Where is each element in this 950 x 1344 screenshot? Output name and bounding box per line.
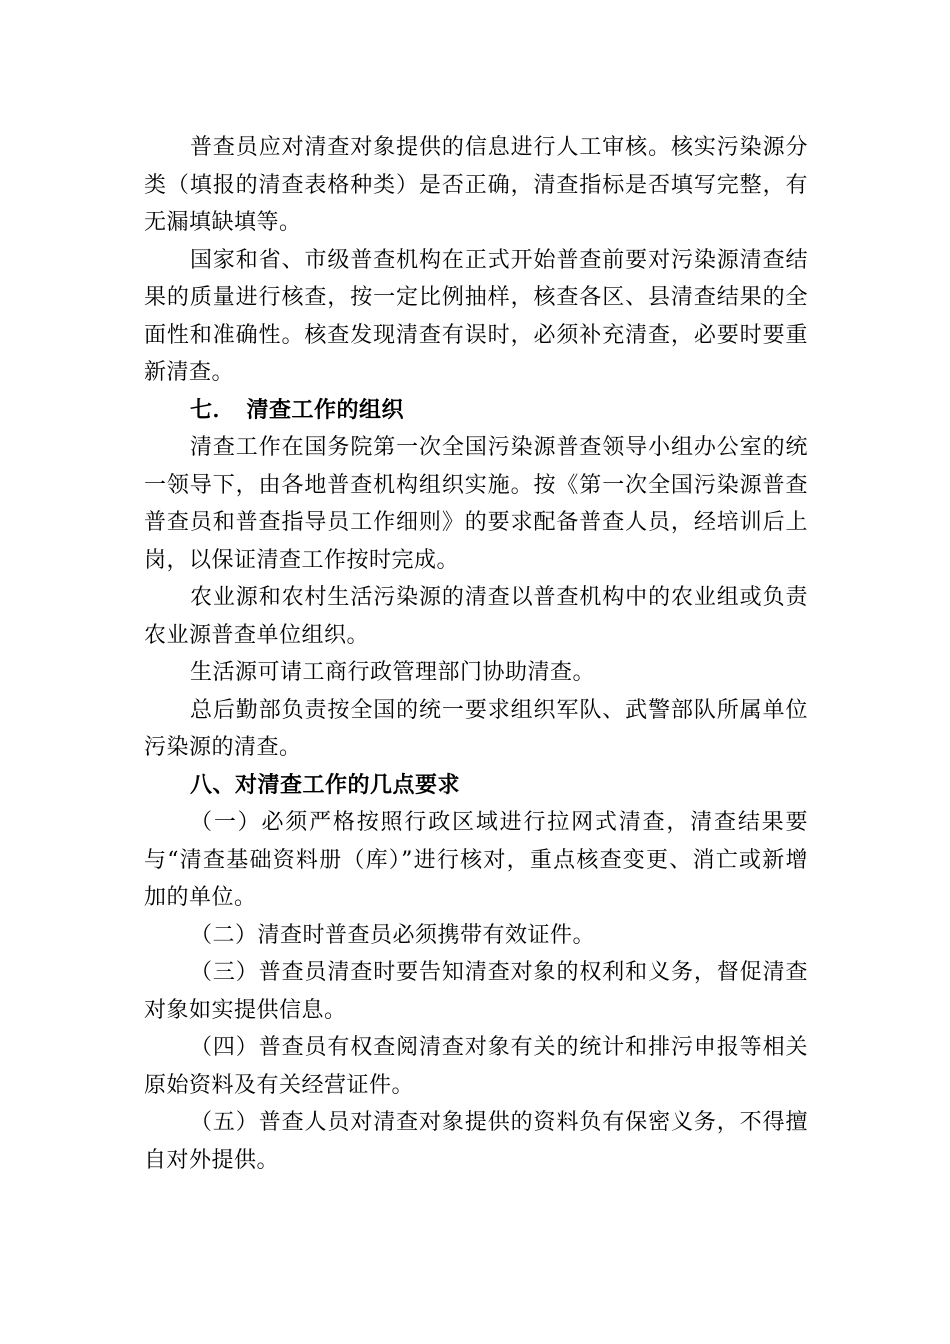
section-heading-organization: 七． 清查工作的组织 (190, 396, 405, 423)
paragraph-military-source: 总后勤部负责按全国的统一要求组织军队、武警部队所属单位污染源的清查。 (144, 697, 808, 760)
requirement-item-4: （四）普查员有权查阅清查对象有关的统计和排污申报等相关原始资料及有关经营证件。 (144, 1035, 808, 1098)
paragraph-manual-review: 普查员应对清查对象提供的信息进行人工审核。核实污染源分类（填报的清查表格种类）是否正确，清查指标是否填写完整，有无漏填缺填等。 (144, 135, 808, 235)
paragraph-organization: 清查工作在国务院第一次全国污染源普查领导小组办公室的统一领导下，由各地普查机构组织实施。按《第一次全国污染源普查普查员和普查指导员工作细则》的要求配备普查人员，经培训后上岗，以保证清查工作按时完成。 (144, 435, 808, 573)
paragraph-quality-check: 国家和省、市级普查机构在正式开始普查前要对污染源清查结果的质量进行核查，按一定比例抽样，核查各区、县清查结果的全面性和准确性。核查发现清查有误时，必须补充清查，必要时要重新清查。 (144, 247, 808, 385)
document-page (144, 129, 808, 1179)
requirement-item-3: （三）普查员清查时要告知清查对象的权利和义务，督促清查对象如实提供信息。 (144, 960, 808, 1023)
requirement-item-1: （一）必须严格按照行政区域进行拉网式清查，清查结果要与“清查基础资料册（库）”进行核对，重点核查变更、消亡或新增加的单位。 (144, 810, 808, 910)
requirement-item-2: （二）清查时普查员必须携带有效证件。 (190, 922, 596, 948)
paragraph-living-source: 生活源可请工商行政管理部门协助清查。 (190, 660, 596, 685)
section-heading-requirements: 八、对清查工作的几点要求 (190, 771, 461, 798)
requirement-item-5: （五）普查人员对清查对象提供的资料负有保密义务，不得擅自对外提供。 (144, 1110, 808, 1173)
paragraph-agricultural-source: 农业源和农村生活污染源的清查以普查机构中的农业组或负责农业源普查单位组织。 (144, 585, 808, 648)
